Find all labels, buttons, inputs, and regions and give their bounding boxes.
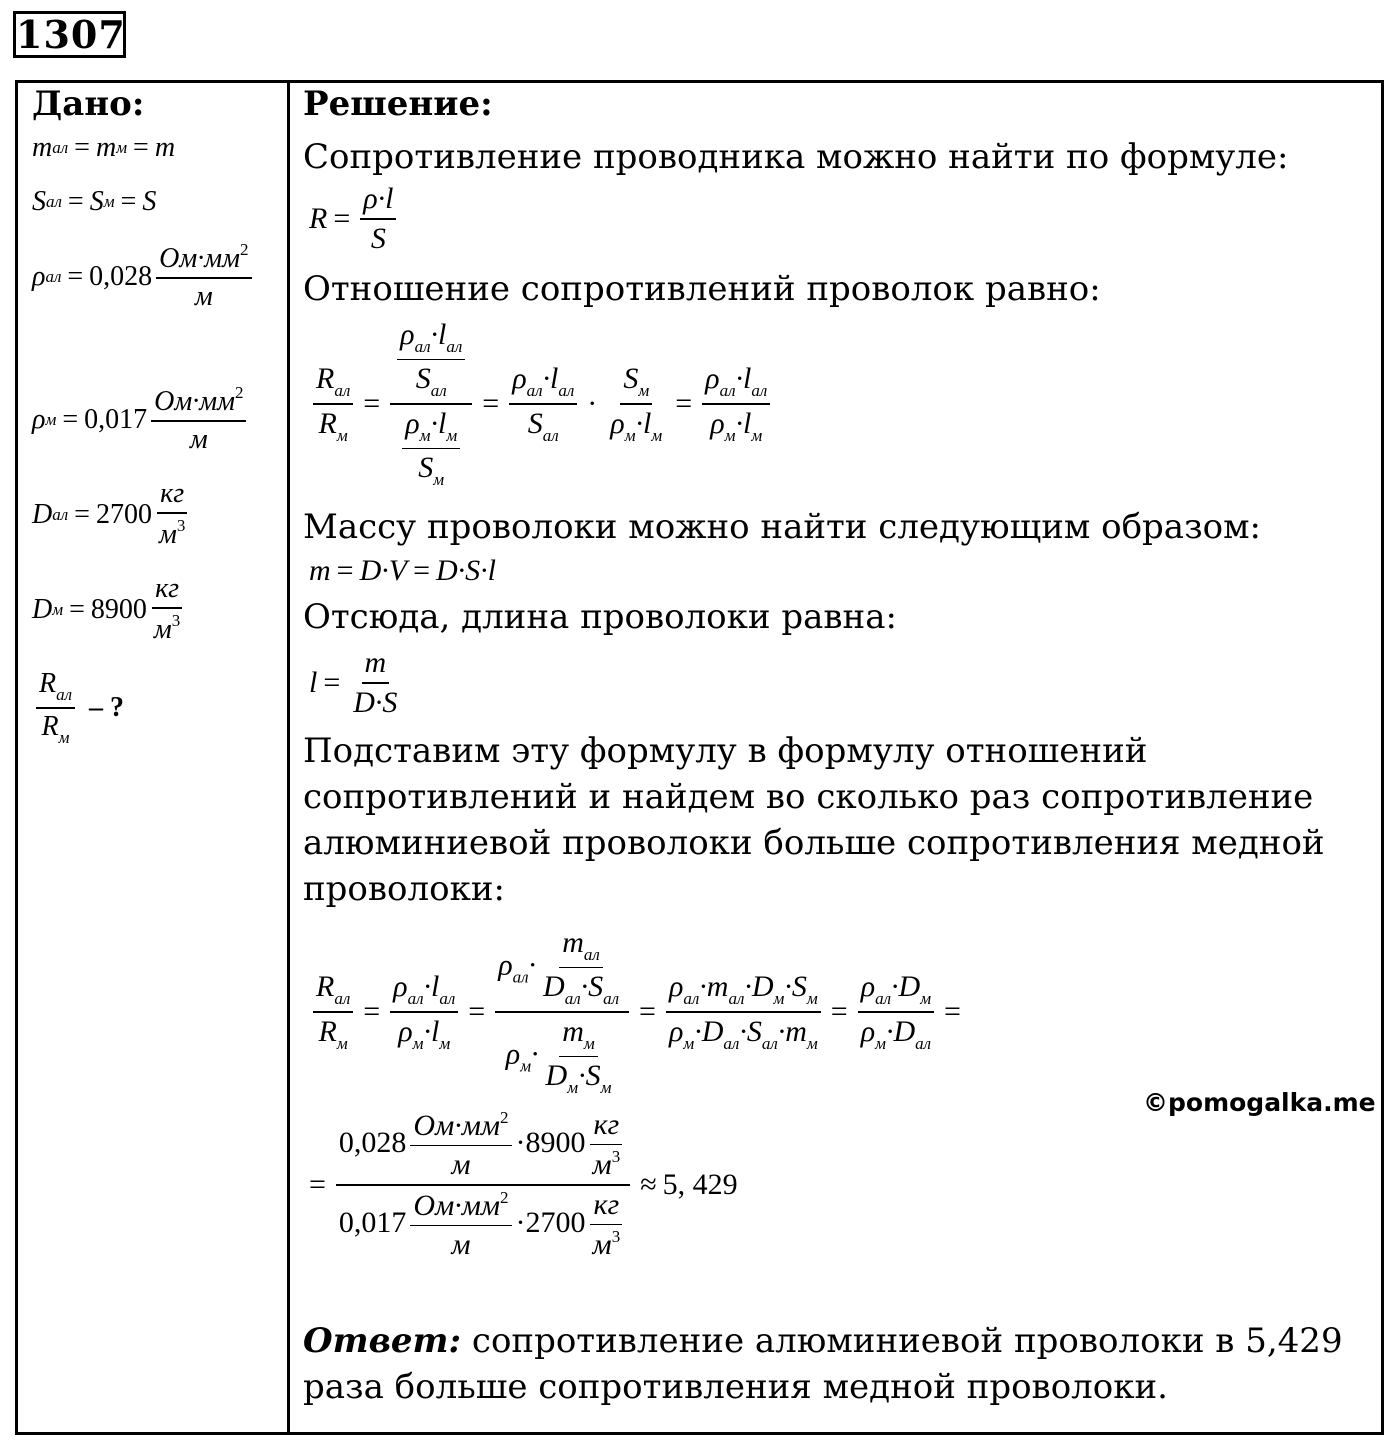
given-column <box>32 84 287 770</box>
solution-text-4: Отсюда, длина проволоки равна: <box>303 597 897 637</box>
solution-title: Решение: <box>303 84 493 124</box>
solution-text-1: Сопротивление проводника можно найти по формуле: <box>303 137 1289 177</box>
given-find: $\frac{R_{ал}}{R_м}$ – ? <box>32 668 287 748</box>
given-title: Дано: <box>32 84 145 124</box>
formula-numeric: = 0,028 $\frac{Ом\cdot мм^2}{м}$ ·8900 $\frac{кг}{м^3}$ 0,017 $\frac{Ом\cdot мм^2}{м}$ ·2700 $\frac{кг}{м^3}$ ≈ 5, 429 <box>309 1108 738 1261</box>
solution-text-3: Массу проволоки можно найти следующим образом: <box>303 507 1261 547</box>
solution-text-5: Подставим эту формулу в формулу отношений сопротивлений и найдем во сколько раз сопротивление алюминиевой проволоки больше сопротивления медной проволоки: <box>303 731 1325 909</box>
column-divider <box>287 80 290 1435</box>
given-density-al: D ал = 2700 $\frac{кг}{м^3}$ <box>32 478 186 550</box>
formula-ratio: $\frac{R_{ал}}{R_м}$ = $\frac{\frac{\rho_{ал}\cdot l_{ал}}{S_{ал}}}{\frac{\rho_м\cdot l_м}{S_м}}$ = $\frac{\rho_{ал}\cdot l_{ал}}{S_{ал}}$ · $\frac{S_м}{\rho_м\cdot l_м}$ = $\frac{\rho_{ал}\cdot l_{ал}}{\rho_м\cdot l_м}$ <box>309 318 1373 490</box>
given-mass: m ал = m м = m <box>32 132 176 163</box>
given-rho-m: ρ м = 0,017 $\frac{Ом\cdot мм^2}{м}$ <box>32 383 287 456</box>
given-density-m: D м = 8900 $\frac{кг}{м^3}$ <box>32 573 181 645</box>
result-value: 5, 429 <box>662 1168 738 1201</box>
formula-substitution: $\frac{R_{ал}}{R_м}$ = $\frac{\rho_{ал}\cdot l_{ал}}{\rho_м\cdot l_м}$ = $\rho_{ал}\cdot$ $\frac{m_{ал}}{D_{ал}\cdot S_{ал}}$ $\rho_м\cdot$ $\frac{m_м}{D_м\cdot S_м}$ = $\frac{\rho_{ал}\cdot m_{ал}\cdot D_м\cdot S_м}{\rho_м\cdot D_{ал}\cdot S_{ал}\cdot m_м}$ = $\frac{\rho_{ал}\cdot D_м}{\rho_м\cdot D_{ал}}$ = <box>309 926 1373 1098</box>
question-mark: – ? <box>89 692 125 723</box>
formula-mass: m = D·V = D·S·l <box>309 554 497 587</box>
answer <box>303 1318 1373 1410</box>
rho-m-value: 0,017 <box>84 403 148 435</box>
answer-text: сопротивление алюминиевой проволоки в 5,429 раза больше сопротивления медной проволоки. <box>303 1321 1343 1407</box>
rho-al-value: 0,028 <box>89 260 153 292</box>
problem-number: 1307 <box>13 11 126 58</box>
given-area: S ал = S м = S <box>32 186 157 217</box>
watermark: ©pomogalka.me <box>1143 1088 1376 1117</box>
answer-label: Ответ: <box>303 1321 462 1361</box>
solution-text-2: Отношение сопротивлений проволок равно: <box>303 269 1101 309</box>
formula-length: l = $\frac{m}{D\cdot S}$ <box>309 646 398 719</box>
density-m-value: 8900 <box>90 593 147 625</box>
given-rho-al: ρ ал = 0,028 $\frac{Ом\cdot мм^2}{м}$ <box>32 240 287 313</box>
formula-resistance: R = $\frac{\rho\cdot l}{S}$ <box>309 182 1373 256</box>
density-al-value: 2700 <box>95 498 152 530</box>
solution-column <box>303 84 1373 1262</box>
